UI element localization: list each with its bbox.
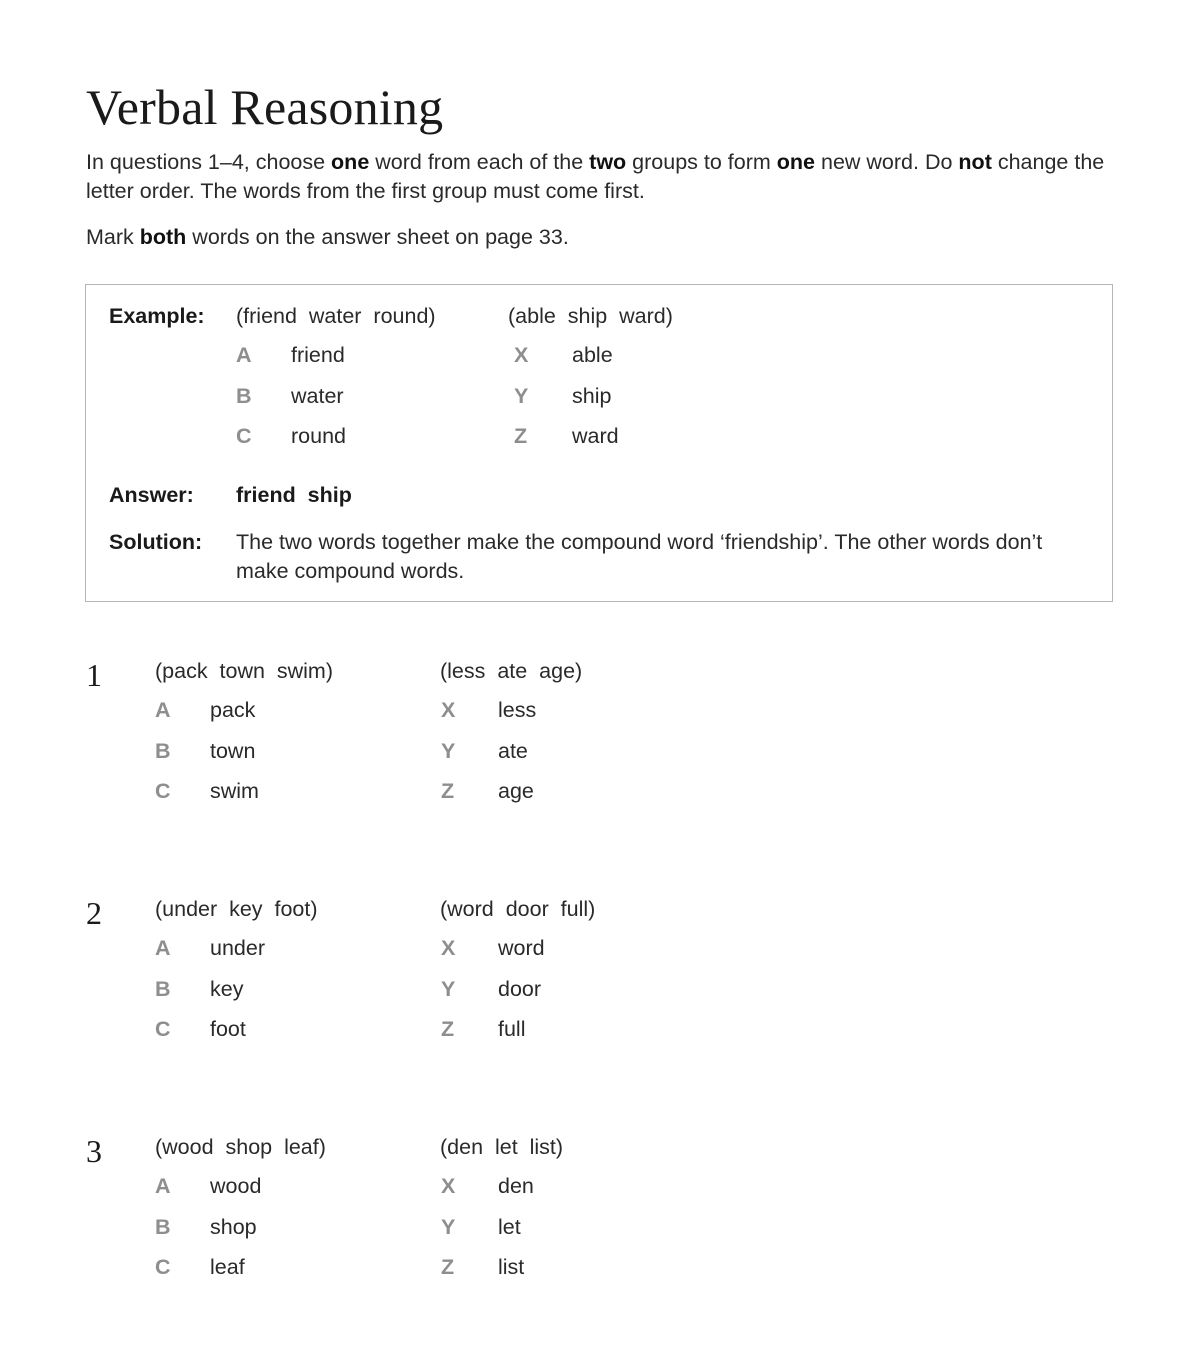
option-letter: A bbox=[236, 343, 252, 367]
option-word: word bbox=[498, 936, 545, 960]
option-word: able bbox=[572, 343, 613, 367]
option-word: ship bbox=[572, 384, 612, 408]
option-word: ate bbox=[498, 738, 528, 763]
question-group-1: (wood shop leaf) bbox=[155, 1135, 326, 1159]
option-letter: A bbox=[155, 698, 171, 722]
option-letter: A bbox=[155, 1174, 171, 1198]
emphasis-text: both bbox=[139, 225, 187, 249]
option-word: list bbox=[498, 1255, 525, 1279]
option-letter: X bbox=[441, 698, 456, 722]
example-label: Example: bbox=[109, 304, 205, 328]
option-letter: X bbox=[441, 936, 456, 960]
option-letter: C bbox=[236, 424, 252, 448]
question-group-2: (less ate age) bbox=[440, 659, 583, 683]
option-letter: Z bbox=[514, 424, 528, 448]
question-group-2: (den let list) bbox=[440, 1135, 564, 1159]
option-letter: X bbox=[441, 1174, 456, 1198]
option-letter: Y bbox=[441, 1214, 456, 1239]
question-number: 1 bbox=[86, 657, 102, 693]
question-group-1: (pack town swim) bbox=[155, 659, 334, 683]
option-letter: Z bbox=[441, 779, 455, 803]
solution-text: The two words together make the compound word ‘friendship’. The other words don’t make compound words. bbox=[236, 530, 1043, 583]
option-word: friend bbox=[291, 343, 345, 367]
instruction-paragraph bbox=[86, 148, 1126, 206]
instruction-text: change the letter order. The words from the first group must come first. bbox=[86, 150, 1105, 203]
option-letter: Z bbox=[441, 1017, 455, 1041]
option-letter: B bbox=[155, 1214, 171, 1239]
emphasis-text: not bbox=[958, 150, 992, 174]
emphasis-text: one bbox=[331, 150, 370, 174]
emphasis-text: one bbox=[776, 150, 816, 174]
instruction-text: word from each of the bbox=[369, 150, 590, 174]
option-word: den bbox=[498, 1174, 534, 1198]
emphasis-text: two bbox=[589, 150, 627, 174]
example-box bbox=[85, 284, 1113, 602]
instructions bbox=[86, 148, 1126, 252]
option-letter: Z bbox=[441, 1255, 455, 1279]
option-letter: Y bbox=[441, 738, 456, 763]
option-word: swim bbox=[210, 779, 259, 803]
example-group-1: (friend water round) bbox=[236, 304, 436, 328]
question-number: 2 bbox=[86, 895, 102, 931]
option-word: age bbox=[498, 779, 534, 803]
question-number: 3 bbox=[86, 1133, 102, 1169]
option-letter: B bbox=[155, 738, 171, 763]
option-word: wood bbox=[210, 1174, 262, 1198]
option-letter: Y bbox=[514, 384, 529, 408]
page-title: Verbal Reasoning bbox=[86, 79, 444, 135]
option-word: foot bbox=[210, 1017, 246, 1041]
option-word: town bbox=[210, 738, 256, 763]
option-letter: B bbox=[155, 976, 171, 1001]
option-word: under bbox=[210, 936, 265, 960]
option-letter: B bbox=[236, 384, 252, 408]
option-word: less bbox=[498, 698, 537, 722]
option-word: water bbox=[291, 384, 344, 408]
option-word: round bbox=[291, 424, 346, 448]
option-word: leaf bbox=[210, 1255, 245, 1279]
instruction-text: new word. Do bbox=[815, 150, 959, 174]
answer-label: Answer: bbox=[109, 483, 194, 507]
question-group-1: (under key foot) bbox=[155, 897, 318, 921]
instruction-text: In questions 1–4, choose bbox=[86, 150, 332, 174]
option-letter: X bbox=[514, 343, 529, 367]
option-word: full bbox=[498, 1017, 526, 1041]
option-word: shop bbox=[210, 1214, 257, 1239]
option-letter: C bbox=[155, 779, 171, 803]
question-group-2: (word door full) bbox=[440, 897, 596, 921]
option-letter: A bbox=[155, 936, 171, 960]
option-word: ward bbox=[572, 424, 619, 448]
answer-value: friend ship bbox=[236, 483, 352, 507]
instruction-text: groups to form bbox=[626, 150, 777, 174]
option-letter: C bbox=[155, 1017, 171, 1041]
option-word: door bbox=[498, 976, 542, 1001]
option-word: key bbox=[210, 976, 244, 1001]
option-word: let bbox=[498, 1214, 521, 1239]
example-group-2: (able ship ward) bbox=[508, 304, 673, 328]
option-letter: C bbox=[155, 1255, 171, 1279]
instruction-text: words on the answer sheet on page 33. bbox=[186, 225, 569, 249]
option-word: pack bbox=[210, 698, 256, 722]
option-letter: Y bbox=[441, 976, 456, 1001]
instruction-text: Mark bbox=[86, 225, 140, 249]
solution-label: Solution: bbox=[109, 530, 203, 554]
instruction-answer-sheet bbox=[86, 223, 1126, 252]
